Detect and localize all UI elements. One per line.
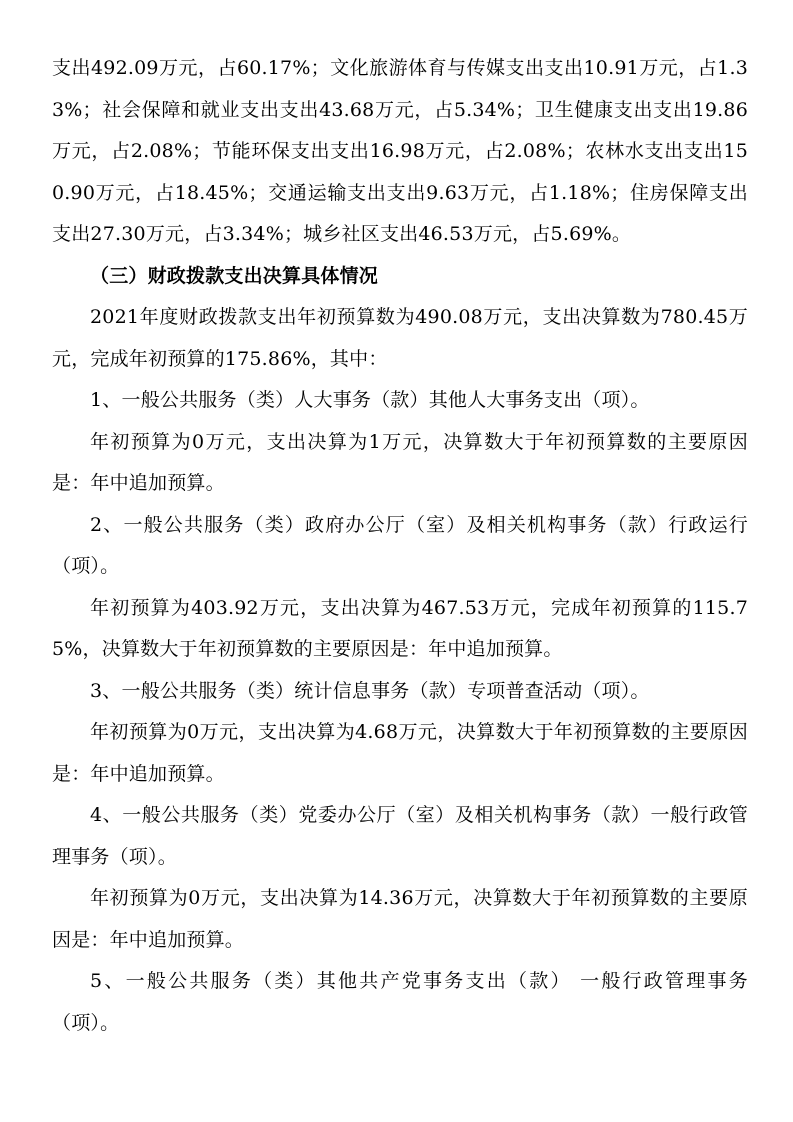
item-2-detail: 年初预算为403.92万元，支出决算为467.53万元，完成年初预算的115.75%，决算数大于年初预算数的主要原因是：年中追加预算。 [52,596,748,660]
item-1-detail: 年初预算为0万元，支出决算为1万元，决算数大于年初预算数的主要原因是：年中追加预算。 [52,430,748,494]
item-4-detail: 年初预算为0万元，支出决算为14.36万元，决算数大于年初预算数的主要原因是：年中追加预算。 [52,887,748,951]
item-2-title: 2、一般公共服务（类）政府办公厅（室）及相关机构事务（款）行政运行（项）。 [52,513,748,577]
item-3-detail: 年初预算为0万元，支出决算为4.68万元，决算数大于年初预算数的主要原因是：年中追加预算。 [52,721,748,785]
section-heading: （三）财政拨款支出决算具体情况 [90,264,379,287]
intro-paragraph: 支出492.09万元，占60.17%；文化旅游体育与传媒支出支出10.91万元，占1.33%；社会保障和就业支出支出43.68万元，占5.34%；卫生健康支出支出19.86万元，占2.08%；节能环保支出支出16.98万元，占2.08%；农林水支出支出150.90万元，占18.45%；交通运输支出支出9.63万元，占1.18%；住房保障支出支出27.30万元，占3.34%；城乡社区支出46.53万元，占5.69%。 [52,57,748,245]
summary-paragraph: 2021年度财政拨款支出年初预算数为490.08万元，支出决算数为780.45万元，完成年初预算的175.86%，其中： [52,306,748,370]
document-page [52,48,748,1044]
item-3-title: 3、一般公共服务（类）统计信息事务（款）专项普查活动（项）。 [90,679,650,702]
item-1-title: 1、一般公共服务（类）人大事务（款）其他人大事务支出（项）。 [90,389,650,411]
item-4-title: 4、一般公共服务（类）党委办公厅（室）及相关机构事务（款）一般行政管理事务（项）。 [52,804,748,868]
item-5-title: 5、一般公共服务（类）其他共产党事务支出（款） 一般行政管理事务（项）。 [52,970,748,1034]
